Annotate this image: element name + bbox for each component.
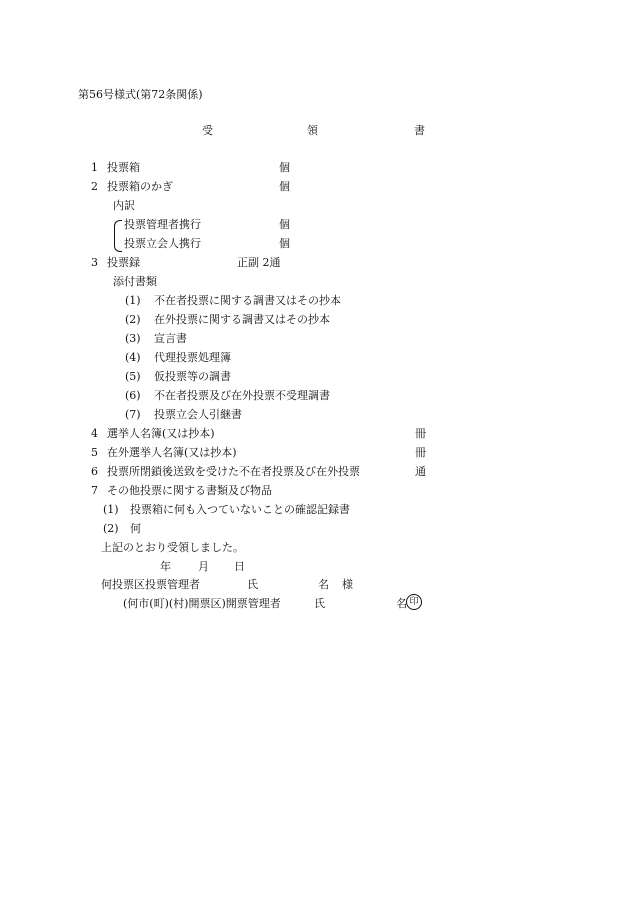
breakdown-heading: 内訳 [113, 199, 135, 212]
item-7-number: 7 [91, 484, 98, 497]
attachment-1-number: (1) [125, 294, 141, 307]
title-char-1: 受 [202, 124, 213, 137]
signature-1-honorific: 様 [342, 578, 353, 591]
attachment-5-label: 仮投票等の調書 [154, 370, 231, 383]
attachment-4-label: 代理投票処理簿 [154, 351, 231, 364]
item-6-unit: 通 [415, 465, 426, 478]
item-7-label: その他投票に関する書類及び物品 [107, 484, 272, 497]
attachment-1-label: 不在者投票に関する調書又はその抄本 [154, 294, 341, 307]
signature-1-mei: 名 [318, 578, 329, 591]
item-4-unit: 冊 [415, 427, 426, 440]
signature-1-shi: 氏 [247, 578, 258, 591]
signature-2-mei: 名 [396, 597, 407, 610]
attachment-2-number: (2) [125, 313, 141, 326]
attachment-3-label: 宣言書 [154, 332, 187, 345]
item-1-unit: 個 [279, 161, 290, 174]
attachment-4-number: (4) [125, 351, 141, 364]
item-2-label: 投票箱のかぎ [107, 180, 173, 193]
attachments-heading: 添付書類 [113, 275, 157, 288]
signature-1-role: 何投票区投票管理者 [101, 578, 200, 591]
form-number: 第56号様式(第72条関係) [78, 88, 203, 101]
breakdown-row-1-unit: 個 [279, 218, 290, 231]
date-month: 月 [198, 560, 209, 573]
other-1-label: 投票箱に何も入つていないことの確認記録書 [130, 503, 350, 516]
seal-mark: 印 [406, 594, 422, 610]
item-3-label: 投票録 [107, 256, 140, 269]
item-2-number: 2 [91, 180, 98, 193]
signature-2-shi: 氏 [314, 597, 325, 610]
attachment-3-number: (3) [125, 332, 141, 345]
received-statement: 上記のとおり受領しました。 [101, 541, 244, 554]
attachment-6-number: (6) [125, 389, 141, 402]
attachment-7-number: (7) [125, 408, 141, 421]
item-3-number: 3 [91, 256, 98, 269]
other-2-label: 何 [130, 522, 141, 535]
item-2-unit: 個 [279, 180, 290, 193]
attachment-6-label: 不在者投票及び在外投票不受理調書 [154, 389, 330, 402]
signature-2-role: (何市(町)(村)開票区)開票管理者 [123, 597, 281, 610]
item-5-unit: 冊 [415, 446, 426, 459]
other-1-number: (1) [103, 503, 119, 516]
item-4-label: 選挙人名簿(又は抄本) [107, 427, 215, 440]
title-char-3: 書 [414, 124, 425, 137]
item-3-copies: 正副 2通 [237, 256, 281, 269]
attachment-2-label: 在外投票に関する調書又はその抄本 [154, 313, 330, 326]
breakdown-row-1-label: 投票管理者携行 [124, 218, 201, 231]
item-1-label: 投票箱 [107, 161, 140, 174]
title-char-2: 領 [307, 124, 318, 137]
breakdown-brace [114, 220, 122, 252]
item-6-number: 6 [91, 465, 98, 478]
attachment-5-number: (5) [125, 370, 141, 383]
date-year: 年 [160, 560, 171, 573]
breakdown-row-2-unit: 個 [279, 237, 290, 250]
item-5-number: 5 [91, 446, 98, 459]
item-1-number: 1 [91, 161, 98, 174]
attachment-7-label: 投票立会人引継書 [154, 408, 242, 421]
item-5-label: 在外選挙人名簿(又は抄本) [107, 446, 237, 459]
item-4-number: 4 [91, 427, 98, 440]
breakdown-row-2-label: 投票立会人携行 [124, 237, 201, 250]
other-2-number: (2) [103, 522, 119, 535]
item-6-label: 投票所閉鎖後送致を受けた不在者投票及び在外投票 [107, 465, 360, 478]
date-day: 日 [234, 560, 245, 573]
